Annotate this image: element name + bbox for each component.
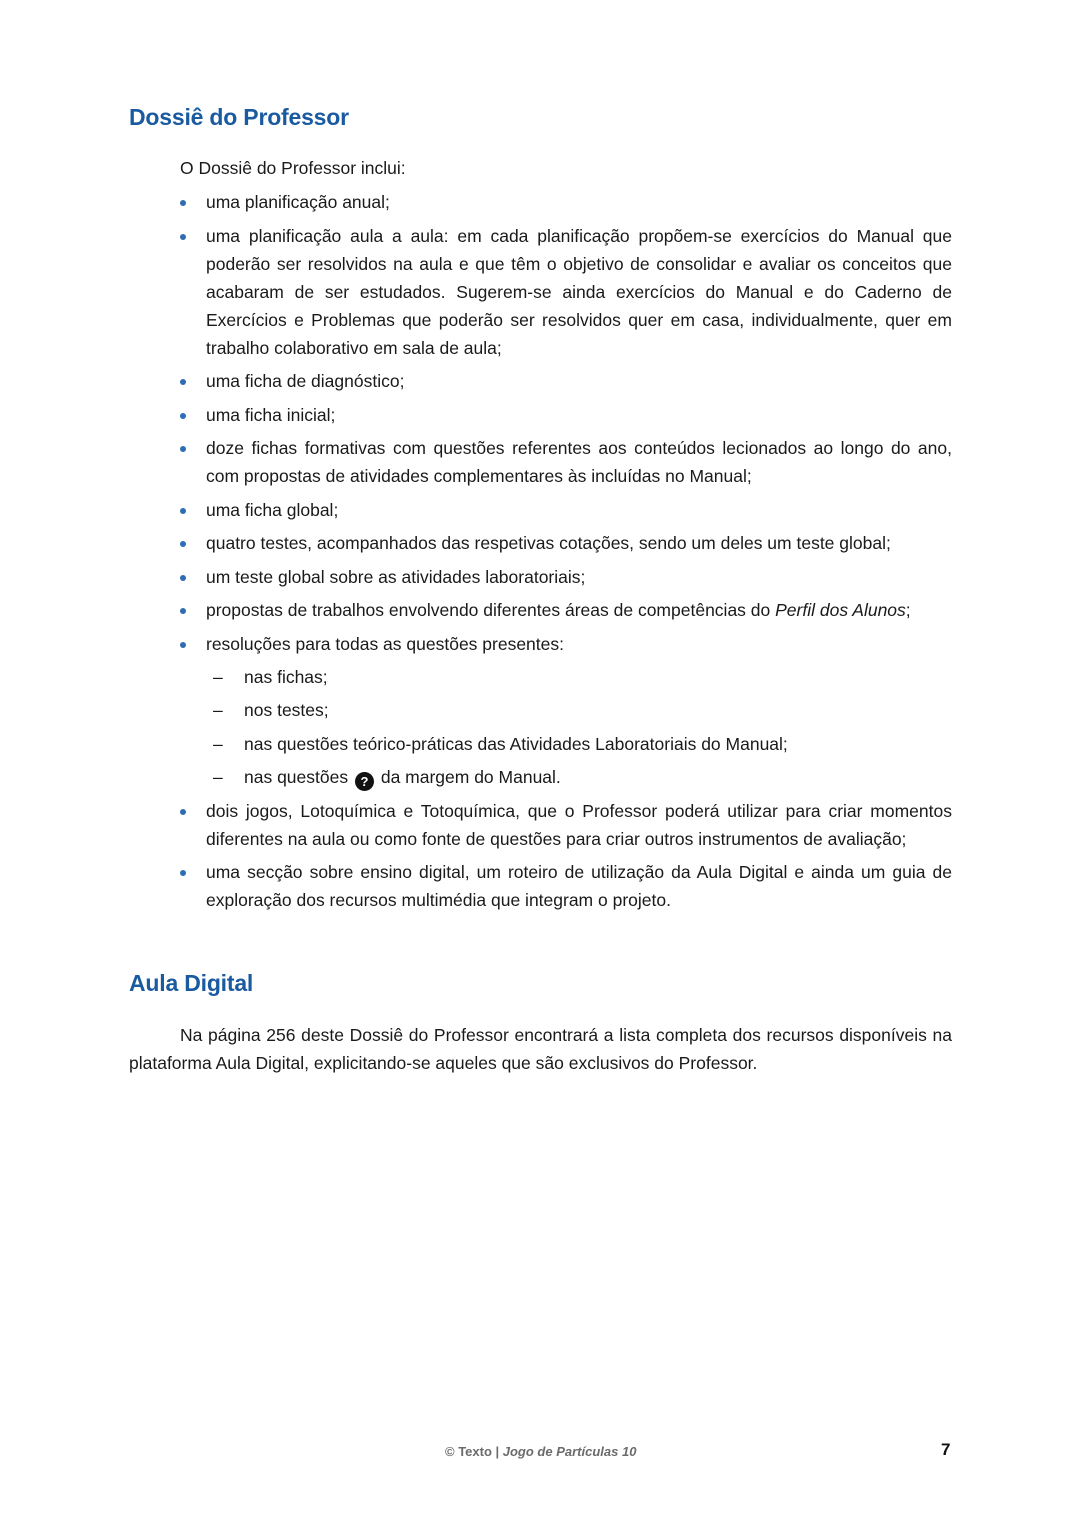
intro-text: O Dossiê do Professor inclui: xyxy=(180,158,406,178)
sublist-item-text: nas fichas; xyxy=(244,666,328,687)
list-item-text: uma planificação anual; xyxy=(206,192,390,212)
list-item xyxy=(180,630,952,792)
list-item xyxy=(180,596,952,624)
bullet-icon xyxy=(180,608,186,614)
list-item xyxy=(180,858,952,914)
list-item xyxy=(180,797,952,853)
bullet-icon xyxy=(180,379,186,385)
list-item-text: uma ficha inicial; xyxy=(206,404,336,425)
list-item-text: quatro testes, acompanhados das respetivas cotações, sendo um deles um teste global; xyxy=(206,533,891,553)
sublist-item-text: nos testes; xyxy=(244,700,329,720)
dash-icon: – xyxy=(213,733,223,754)
list-item-text: resoluções para todas as questões presentes: xyxy=(206,633,564,654)
list-item-text: doze fichas formativas com questões referentes aos conteúdos lecionados ao longo do ano, com propostas de atividades complementares às incluídas no Manual; xyxy=(206,438,952,486)
bullet-icon xyxy=(180,508,186,514)
list-item-text: um teste global sobre as atividades laboratoriais; xyxy=(206,566,586,587)
section-heading-aula-digital: Aula Digital xyxy=(129,970,254,996)
bullet-icon xyxy=(180,413,186,419)
dash-icon: – xyxy=(213,666,223,687)
dash-icon: – xyxy=(213,700,223,720)
list-item xyxy=(180,367,952,395)
list-item xyxy=(180,188,952,216)
footer-book-title: Jogo de Partículas 10 xyxy=(502,1444,637,1459)
page-number: 7 xyxy=(941,1440,951,1459)
bullet-icon xyxy=(180,541,186,547)
sublist-item xyxy=(206,763,952,791)
list-item-text: uma ficha de diagnóstico; xyxy=(206,371,405,391)
resolutions-sublist xyxy=(206,663,952,792)
bullet-icon xyxy=(180,575,186,581)
list-item-text: uma planificação aula a aula: em cada planificação propõem-se exercícios do Manual que poderão ser resolvidos na aula e que têm o objetivo de consolidar e avaliar os conceitos que acabaram de ser estudados. Sugerem-se ainda exercícios do Manual e do Caderno de Exercícios e Problemas que poderão ser resolvidos quer em casa, individualmente, quer em trabalho colaborativo em sala de aula; xyxy=(206,225,952,358)
contents-list xyxy=(180,188,952,920)
bullet-icon xyxy=(180,642,186,648)
italic-title-perfil-dos-alunos: Perfil dos Alunos xyxy=(775,600,906,620)
list-item-text: dois jogos, Lotoquímica e Totoquímica, que o Professor poderá utilizar para criar momentos diferentes na aula ou como fonte de questões para criar outros instrumentos de avaliação; xyxy=(206,800,952,849)
sublist-item xyxy=(206,730,952,758)
list-item-text: uma ficha global; xyxy=(206,499,339,520)
sublist-item-text: nas questões teórico-práticas das Atividades Laboratoriais do Manual; xyxy=(244,733,788,754)
bullet-icon xyxy=(180,200,186,206)
dash-icon: – xyxy=(213,767,223,787)
sublist-item-text: nas questões xyxy=(244,767,353,787)
page-footer xyxy=(445,1444,636,1459)
aula-digital-paragraph: Na página 256 deste Dossiê do Professor encontrará a lista completa dos recursos disponíveis na plataforma Aula Digital, explicitando-se aqueles que são exclusivos do Professor. xyxy=(129,1025,952,1073)
footer-copyright: © Texto | xyxy=(445,1444,503,1459)
list-item xyxy=(180,401,952,429)
sublist-item-text-end: da margem do Manual. xyxy=(375,767,561,787)
sublist-item xyxy=(206,696,952,724)
bullet-icon xyxy=(180,446,186,452)
list-item xyxy=(180,434,952,490)
list-item xyxy=(180,529,952,557)
bullet-icon xyxy=(180,234,186,240)
question-mark-icon: ? xyxy=(355,772,374,791)
section-heading-dossie: Dossiê do Professor xyxy=(129,104,349,130)
list-item xyxy=(180,496,952,524)
list-item xyxy=(180,563,952,591)
list-item-text-end: ; xyxy=(905,600,911,620)
list-item xyxy=(180,222,952,362)
bullet-icon xyxy=(180,809,186,815)
sublist-item xyxy=(206,663,952,691)
list-item-text: uma secção sobre ensino digital, um roteiro de utilização da Aula Digital e ainda um guia de exploração dos recursos multimédia que integram o projeto. xyxy=(206,862,952,910)
list-item-text: propostas de trabalhos envolvendo diferentes áreas de competências do xyxy=(206,600,776,620)
bullet-icon xyxy=(180,870,186,876)
